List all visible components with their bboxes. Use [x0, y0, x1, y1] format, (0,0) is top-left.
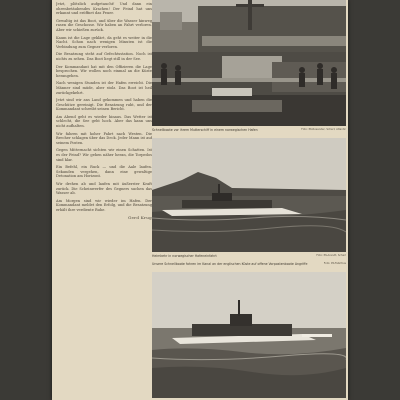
article-paragraph: Ein Befehl, ein Ruck — und die Aale laufen. Sekunden vergehen, dann eine gewaltige Detonation am Horizont.	[56, 165, 152, 179]
article-paragraph: Am Abend geht es wieder hinaus. Das Wetter ist schlecht, die See geht hoch. Aber das kann uns nicht aufhalten.	[56, 114, 152, 129]
photo-caption	[152, 262, 346, 266]
photo-caption	[152, 128, 346, 132]
article-paragraph: Gegen Mitternacht sichten wir einen Schatten. Ist es der Feind? Wir gehen näher heran, die Torpedos sind klar.	[56, 148, 152, 162]
caption-text: Heimkehr in norwegischer Hafeneinfahrt	[152, 254, 217, 258]
article-paragraph: Nach wenigen Stunden ist der Hafen erreicht. Die Männer sind müde, aber stolz. Das Boot ist heil zurückgekehrt.	[56, 81, 152, 95]
article-paragraph: Wir drehen ab und laufen mit äußerster Kraft zurück. Die Scheinwerfer des Gegners suchen das Wasser ab.	[56, 182, 152, 196]
article-paragraph: Die Besatzung steht auf Gefechtsstation. Noch ist nichts zu sehen. Das Boot liegt still in der See.	[56, 52, 152, 61]
article-paragraph: Wir fahren mit hoher Fahrt nach Westen. Die Brecher schlagen über das Deck. Jeder Mann ist auf seinem Posten.	[56, 131, 152, 145]
article-paragraph: Am Morgen sind wir wieder im Hafen. Der Kommandant meldet den Erfolg, und die Besatzung erhält ihre verdiente Ruhe.	[56, 198, 152, 212]
magazine-page	[52, 0, 348, 400]
speedboat-photo	[152, 272, 346, 398]
article-paragraph: Jetzt, plötzlich aufgetaucht! Und dann ein ohrenbetäubendes Krachen! Der Feind hat uns erkannt und eröffnet das Feuer.	[56, 2, 152, 16]
photo-credit: Foto: PK-Fabritius	[323, 262, 346, 265]
article-paragraph: Gewaltig ist das Boot, und über die Wasser hinweg rasen die Geschosse. Wir haben an Fahrt verloren. Aber wir schießen zurück.	[56, 18, 152, 32]
author-signature: Gerd Krug	[127, 214, 152, 220]
photo-credit: Foto: PK-Rosander, Scherl; Atlantic	[301, 128, 346, 131]
article-paragraph: Der Kommandant hat mit den Offizieren die Lage besprochen. Wir wollen noch einmal an die Küste herangehen.	[56, 64, 152, 78]
photo-caption	[152, 254, 346, 258]
article-paragraph: Jetzt sind wir ans Land gekommen und haben die Geschütze gereinigt. Die Besatzung ruht, und der Kommandant schreibt seinen Bericht.	[56, 98, 152, 112]
caption-text: Schnellboote vor ihrem Mutterschiff in einem norwegischen Hafen	[152, 128, 258, 132]
article-text-column	[56, 2, 152, 398]
article-paragraph: Kaum ist die Lage geklärt, da geht es weiter in die Nacht. Schon nach wenigen Minuten ist die Verbindung zum Gegner verloren.	[56, 35, 152, 49]
photo-credit: Foto: PK-Arendt, Scherl	[316, 254, 346, 257]
fjord-boat-photo	[152, 138, 346, 252]
harbor-photo	[152, 0, 346, 126]
caption-text: Unsere Schnellboote fahren im Kanal an der englischen Küste auf offene Vorpostenboote Angriffe	[152, 262, 308, 266]
